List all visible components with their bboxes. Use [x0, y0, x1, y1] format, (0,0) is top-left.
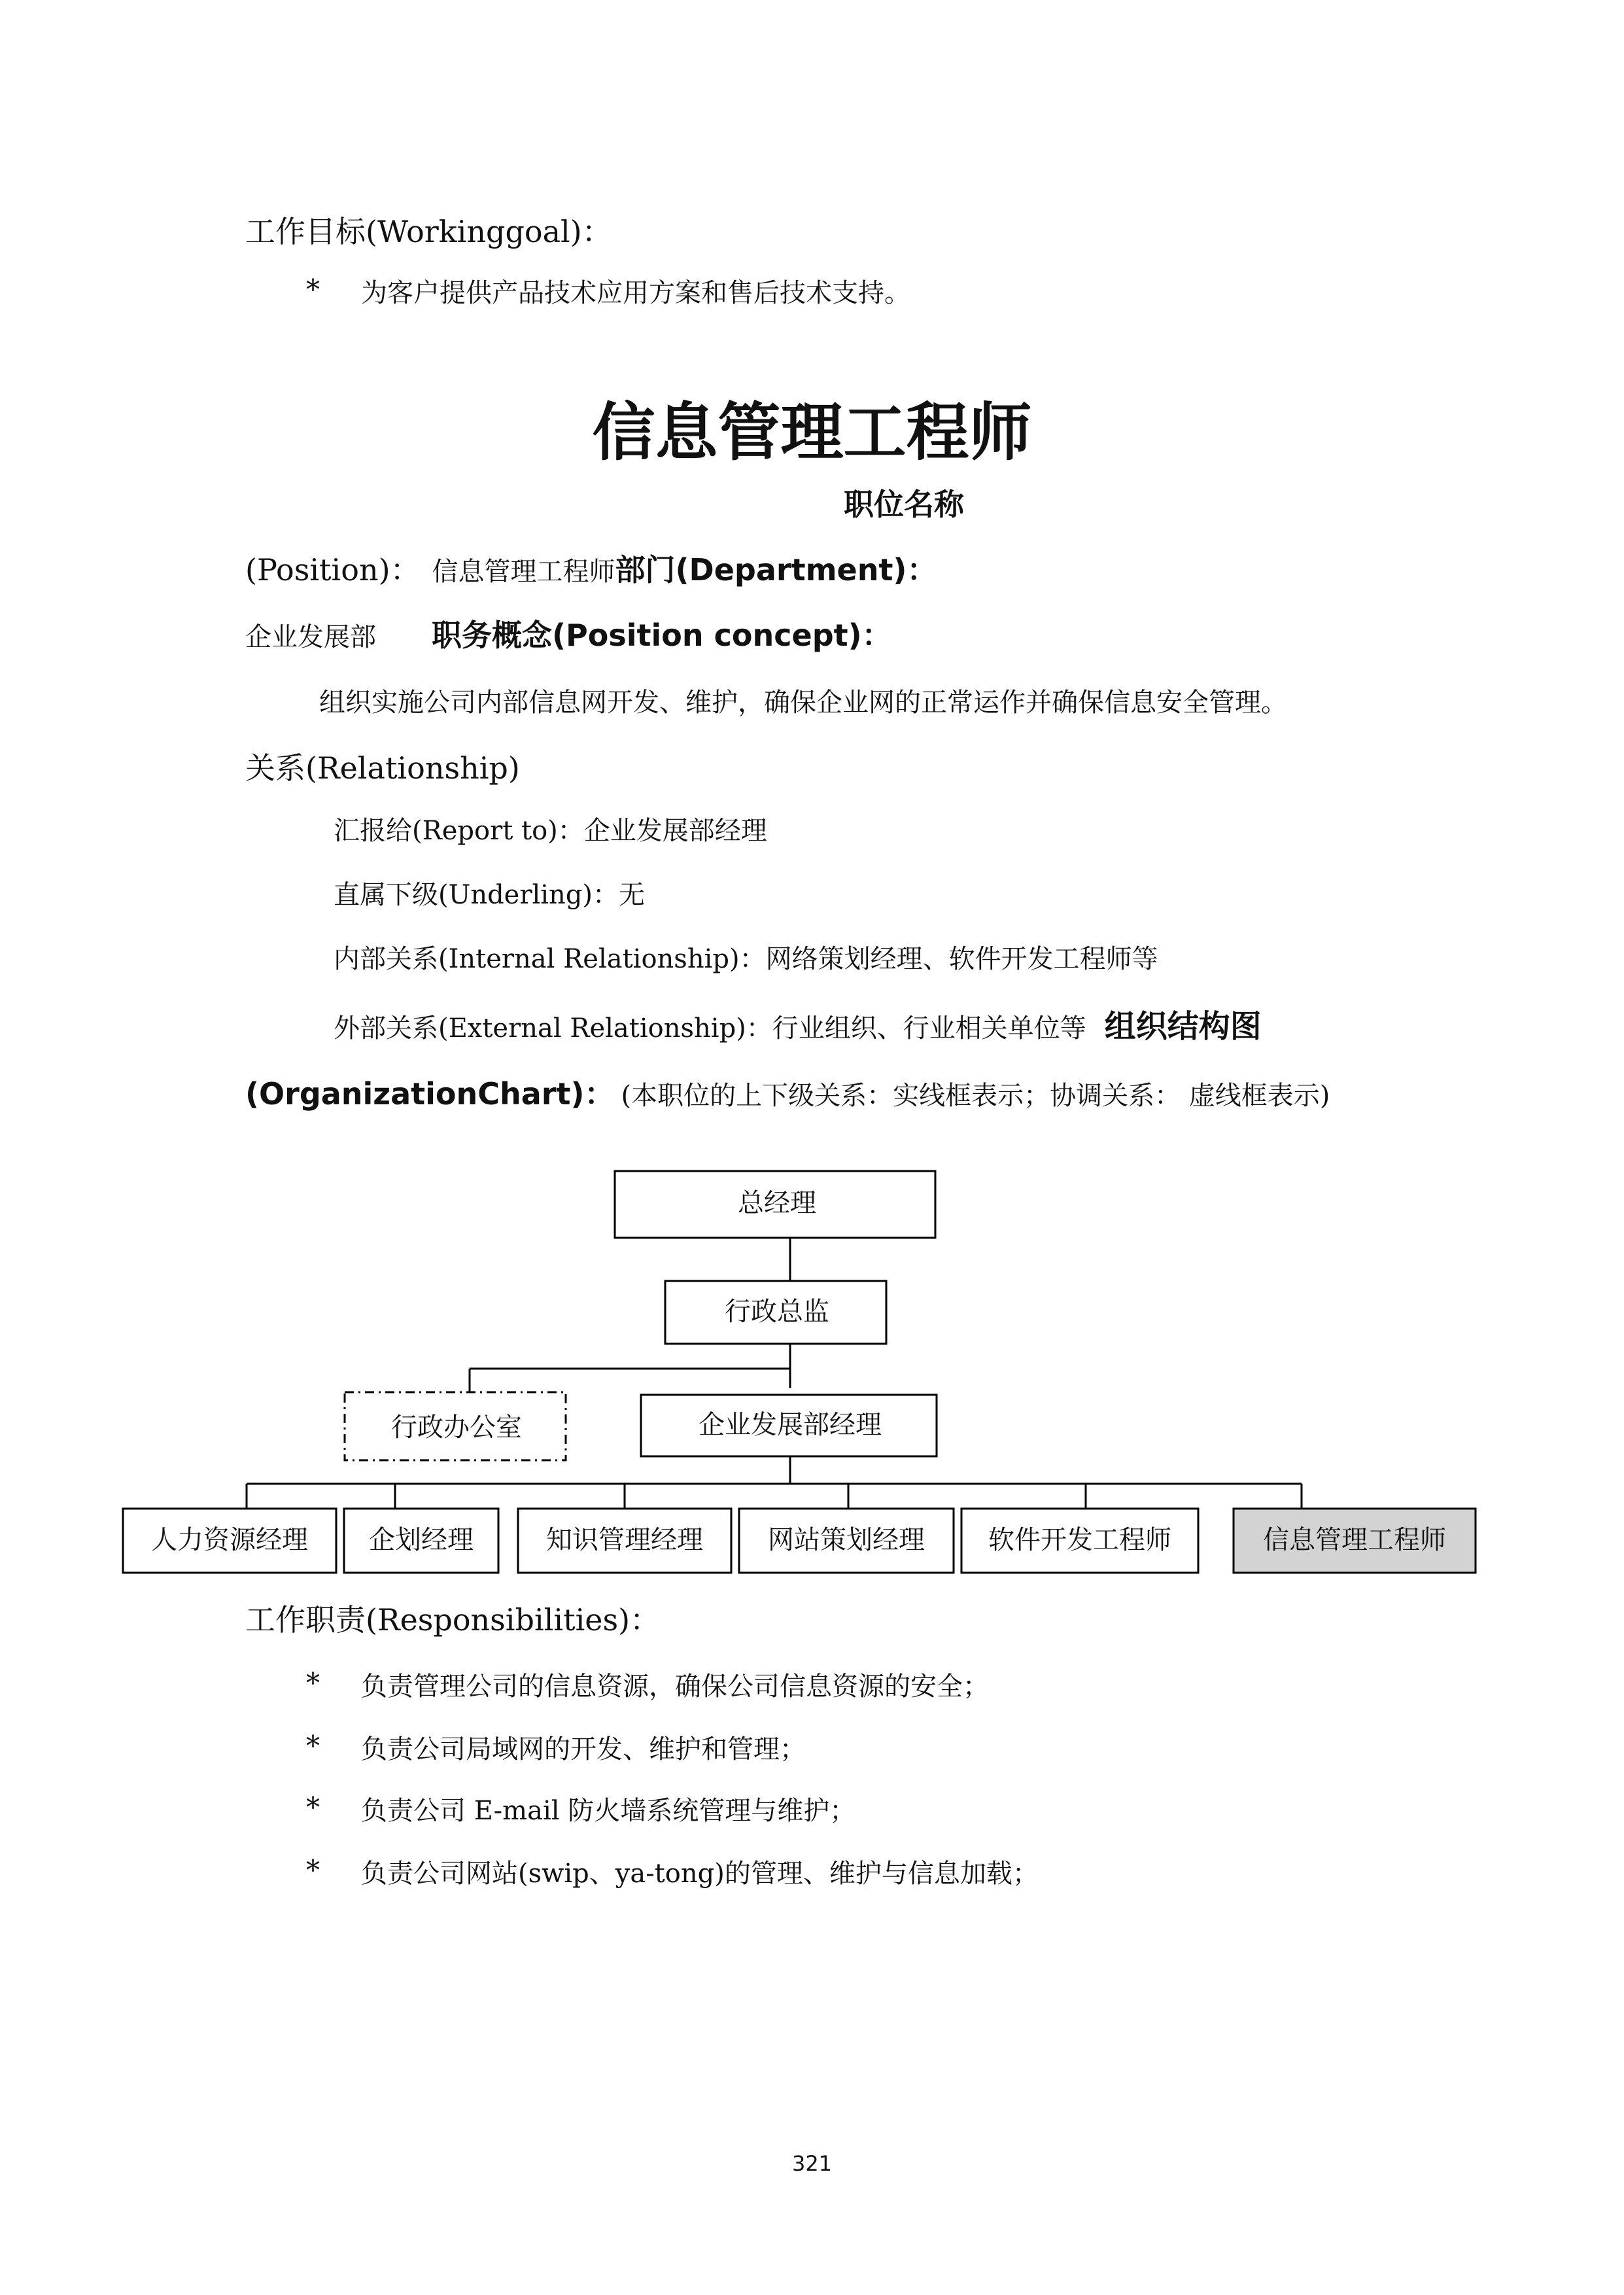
resp-item-4: 负责公司网站(swip、ya-tong)的管理、维护与信息加载；	[361, 1859, 1039, 1889]
page-number: 321	[791, 2151, 833, 2176]
org-bottom-2: 知识管理经理	[546, 1525, 703, 1555]
resp-bullet-symbol-1: *	[306, 1667, 320, 1699]
resp-item-2: 负责公司局域网的开发、维护和管理；	[361, 1734, 806, 1764]
resp-bullet-symbol-3: *	[306, 1791, 320, 1823]
org-bottom-1: 企划经理	[369, 1525, 474, 1555]
external-relationship: 外部关系(External Relationship)：行业组织、行业相关单位等	[334, 1013, 1086, 1043]
org-second-label: 行政总监	[725, 1297, 829, 1327]
org-bottom-5: 信息管理工程师	[1263, 1525, 1446, 1555]
page-title: 信息管理工程师	[592, 396, 1032, 469]
concept-text: 组织实施公司内部信息网开发、维护，确保企业网的正常运作并确保信息安全管理。	[319, 688, 1287, 718]
org-bottom-0: 人力资源经理	[151, 1525, 308, 1555]
position-value: 信息管理工程师	[432, 557, 615, 587]
org-note: (本职位的上下级关系：实线框表示；协调关系： 虚线框表示)	[621, 1081, 1330, 1111]
resp-bullet-symbol-4: *	[306, 1854, 320, 1886]
org-heading: 组织结构图	[1104, 1008, 1262, 1045]
goal-heading: 工作目标(Workinggoal)：	[245, 214, 612, 249]
org-dashed-label: 行政办公室	[391, 1412, 522, 1443]
org-label: (OrganizationChart)：	[245, 1076, 615, 1112]
department-value: 企业发展部	[245, 622, 376, 652]
internal-relationship: 内部关系(Internal Relationship)：网络策划经理、软件开发工程师等	[334, 944, 1158, 974]
org-top-label: 总经理	[738, 1188, 816, 1218]
goal-bullet-1: 为客户提供产品技术应用方案和售后技术支持。	[361, 278, 910, 308]
org-bottom-4: 软件开发工程师	[988, 1525, 1171, 1555]
resp-item-1: 负责管理公司的信息资源，确保公司信息资源的安全；	[361, 1672, 989, 1702]
department-label: 部门(Department)：	[615, 552, 937, 587]
relationship-heading: 关系(Relationship)	[245, 750, 520, 786]
position-label: (Position)：	[245, 552, 421, 587]
concept-label: 职务概念(Position concept)：	[432, 618, 892, 653]
resp-item-3: 负责公司 E-mail 防火墙系统管理与维护；	[361, 1796, 856, 1826]
resp-bullet-symbol-2: *	[306, 1730, 320, 1762]
report-to: 汇报给(Report to)：企业发展部经理	[334, 816, 767, 846]
position-name-label: 职位名称	[844, 487, 964, 522]
responsibilities-heading: 工作职责(Responsibilities)：	[245, 1602, 661, 1638]
org-manager-label: 企业发展部经理	[699, 1410, 882, 1440]
underling: 直属下级(Underling)：无	[334, 880, 646, 910]
goal-bullet-symbol: *	[306, 273, 320, 306]
org-bottom-3: 网站策划经理	[768, 1525, 925, 1555]
